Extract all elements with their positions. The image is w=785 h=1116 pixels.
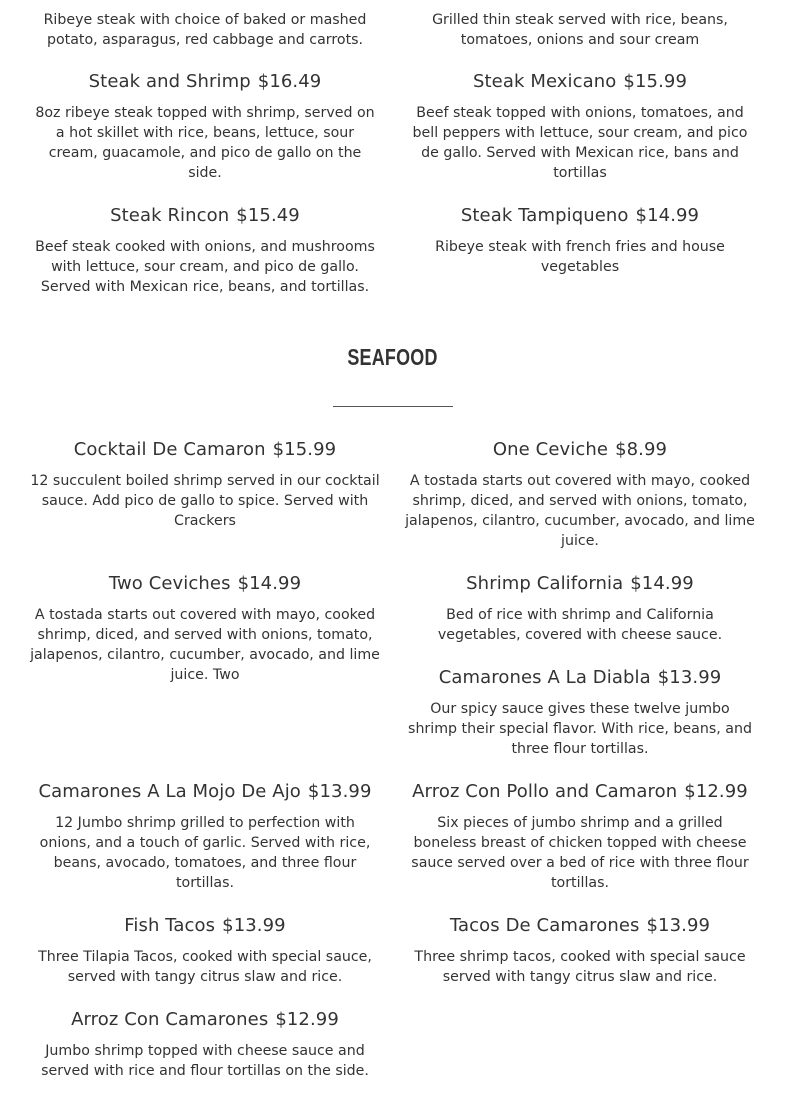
menu-item bbox=[405, 204, 755, 277]
item-description: Bed of rice with shrimp and California vegetables, covered with cheese sauce. bbox=[437, 607, 723, 643]
item-description: Six pieces of jumbo shrimp and a grilled boneless breast of chicken topped with cheese sauce served over a bed of rice with three flour tortillas. bbox=[411, 815, 749, 891]
item-name: Steak Tampiqueno bbox=[460, 205, 629, 226]
item-price: $13.99 bbox=[307, 781, 372, 802]
item-description: Three shrimp tacos, cooked with special sauce served with tangy citrus slaw and rice. bbox=[414, 949, 746, 985]
item-description: A tostada starts out covered with mayo, cooked shrimp, diced, and served with onions, tomato, jalapenos, cilantro, cucumber, avocado, and lime juice. bbox=[405, 473, 755, 549]
item-title bbox=[30, 572, 380, 596]
item-title bbox=[405, 572, 755, 596]
menu-item bbox=[405, 780, 755, 893]
section-divider bbox=[333, 406, 453, 407]
item-title bbox=[405, 204, 755, 228]
item-title bbox=[30, 204, 380, 228]
item-description: Beef steak topped with onions, tomatoes, and bell peppers with lettuce, sour cream, and pico de gallo. Served with Mexican rice, bans and tortillas bbox=[412, 105, 748, 181]
item-name: Steak and Shrimp bbox=[88, 71, 251, 92]
menu-item-fragment bbox=[30, 10, 380, 50]
item-name: Two Ceviches bbox=[108, 573, 231, 594]
item-description: 8oz ribeye steak topped with shrimp, served on a hot skillet with rice, beans, lettuce, sour cream, guacamole, and pico de gallo on the side. bbox=[35, 105, 375, 181]
item-name: Camarones A La Diabla bbox=[438, 667, 651, 688]
item-title bbox=[30, 1008, 380, 1032]
menu-item bbox=[30, 70, 380, 183]
item-price: $14.99 bbox=[237, 573, 302, 594]
menu-item bbox=[405, 914, 755, 987]
item-price: $16.49 bbox=[257, 71, 322, 92]
item-price: $14.99 bbox=[635, 205, 700, 226]
item-name: Steak Rincon bbox=[110, 205, 230, 226]
item-title bbox=[405, 666, 755, 690]
item-description: Ribeye steak with french fries and house vegetables bbox=[435, 239, 725, 275]
item-title bbox=[405, 780, 755, 804]
menu-item bbox=[30, 1008, 380, 1081]
item-price: $13.99 bbox=[657, 667, 722, 688]
item-name: Cocktail De Camaron bbox=[73, 439, 266, 460]
item-title bbox=[405, 438, 755, 462]
item-price: $15.99 bbox=[623, 71, 688, 92]
section-heading-seafood: SEAFOOD bbox=[347, 344, 438, 370]
item-price: $13.99 bbox=[222, 915, 286, 936]
item-price: $14.99 bbox=[630, 573, 694, 594]
item-name: Fish Tacos bbox=[124, 915, 216, 936]
menu-item bbox=[30, 780, 380, 893]
menu-item-fragment bbox=[405, 10, 755, 50]
item-name: Arroz Con Pollo and Camaron bbox=[412, 781, 678, 802]
item-title bbox=[30, 914, 380, 938]
menu-item bbox=[30, 914, 380, 987]
menu-item bbox=[30, 204, 380, 297]
item-description: Grilled thin steak served with rice, beans, tomatoes, onions and sour cream bbox=[432, 12, 728, 48]
item-description: Beef steak cooked with onions, and mushrooms with lettuce, sour cream, and pico de gallo. Served with Mexican rice, beans, and tortillas. bbox=[35, 239, 375, 295]
item-description: 12 Jumbo shrimp grilled to perfection with onions, and a touch of garlic. Served with rice, beans, avocado, tomatoes, and three flour tortillas. bbox=[39, 815, 371, 891]
item-title bbox=[30, 70, 380, 94]
item-name: Shrimp California bbox=[466, 573, 624, 594]
item-price: $8.99 bbox=[615, 439, 668, 460]
item-name: Arroz Con Camarones bbox=[71, 1009, 269, 1030]
item-description: Three Tilapia Tacos, cooked with special sauce, served with tangy citrus slaw and rice. bbox=[38, 949, 372, 985]
item-name: Tacos De Camarones bbox=[449, 915, 640, 936]
item-price: $15.99 bbox=[272, 439, 337, 460]
item-title bbox=[30, 780, 380, 804]
item-name: Camarones A La Mojo De Ajo bbox=[38, 781, 301, 802]
item-name: Steak Mexicano bbox=[472, 71, 617, 92]
item-description: 12 succulent boiled shrimp served in our cocktail sauce. Add pico de gallo to spice. Served with Crackers bbox=[30, 473, 380, 529]
item-title bbox=[30, 438, 380, 462]
item-description: A tostada starts out covered with mayo, cooked shrimp, diced, and served with onions, tomato, jalapenos, cilantro, cucumber, avocado, and lime juice. Two bbox=[30, 607, 380, 683]
menu-item bbox=[30, 572, 380, 685]
item-price: $13.99 bbox=[646, 915, 711, 936]
menu-item bbox=[405, 666, 755, 759]
menu-item bbox=[405, 572, 755, 645]
item-name: One Ceviche bbox=[492, 439, 609, 460]
item-price: $12.99 bbox=[275, 1009, 339, 1030]
menu-item bbox=[405, 438, 755, 551]
menu-item bbox=[405, 70, 755, 183]
item-title bbox=[405, 914, 755, 938]
item-price: $15.49 bbox=[236, 205, 300, 226]
item-description: Ribeye steak with choice of baked or mashed potato, asparagus, red cabbage and carrots. bbox=[43, 12, 367, 48]
item-title bbox=[405, 70, 755, 94]
item-description: Jumbo shrimp topped with cheese sauce and served with rice and flour tortillas on the side. bbox=[41, 1043, 369, 1079]
item-price: $12.99 bbox=[684, 781, 748, 802]
item-description: Our spicy sauce gives these twelve jumbo shrimp their special flavor. With rice, beans, and three flour tortillas. bbox=[408, 701, 752, 757]
menu-item bbox=[30, 438, 380, 531]
